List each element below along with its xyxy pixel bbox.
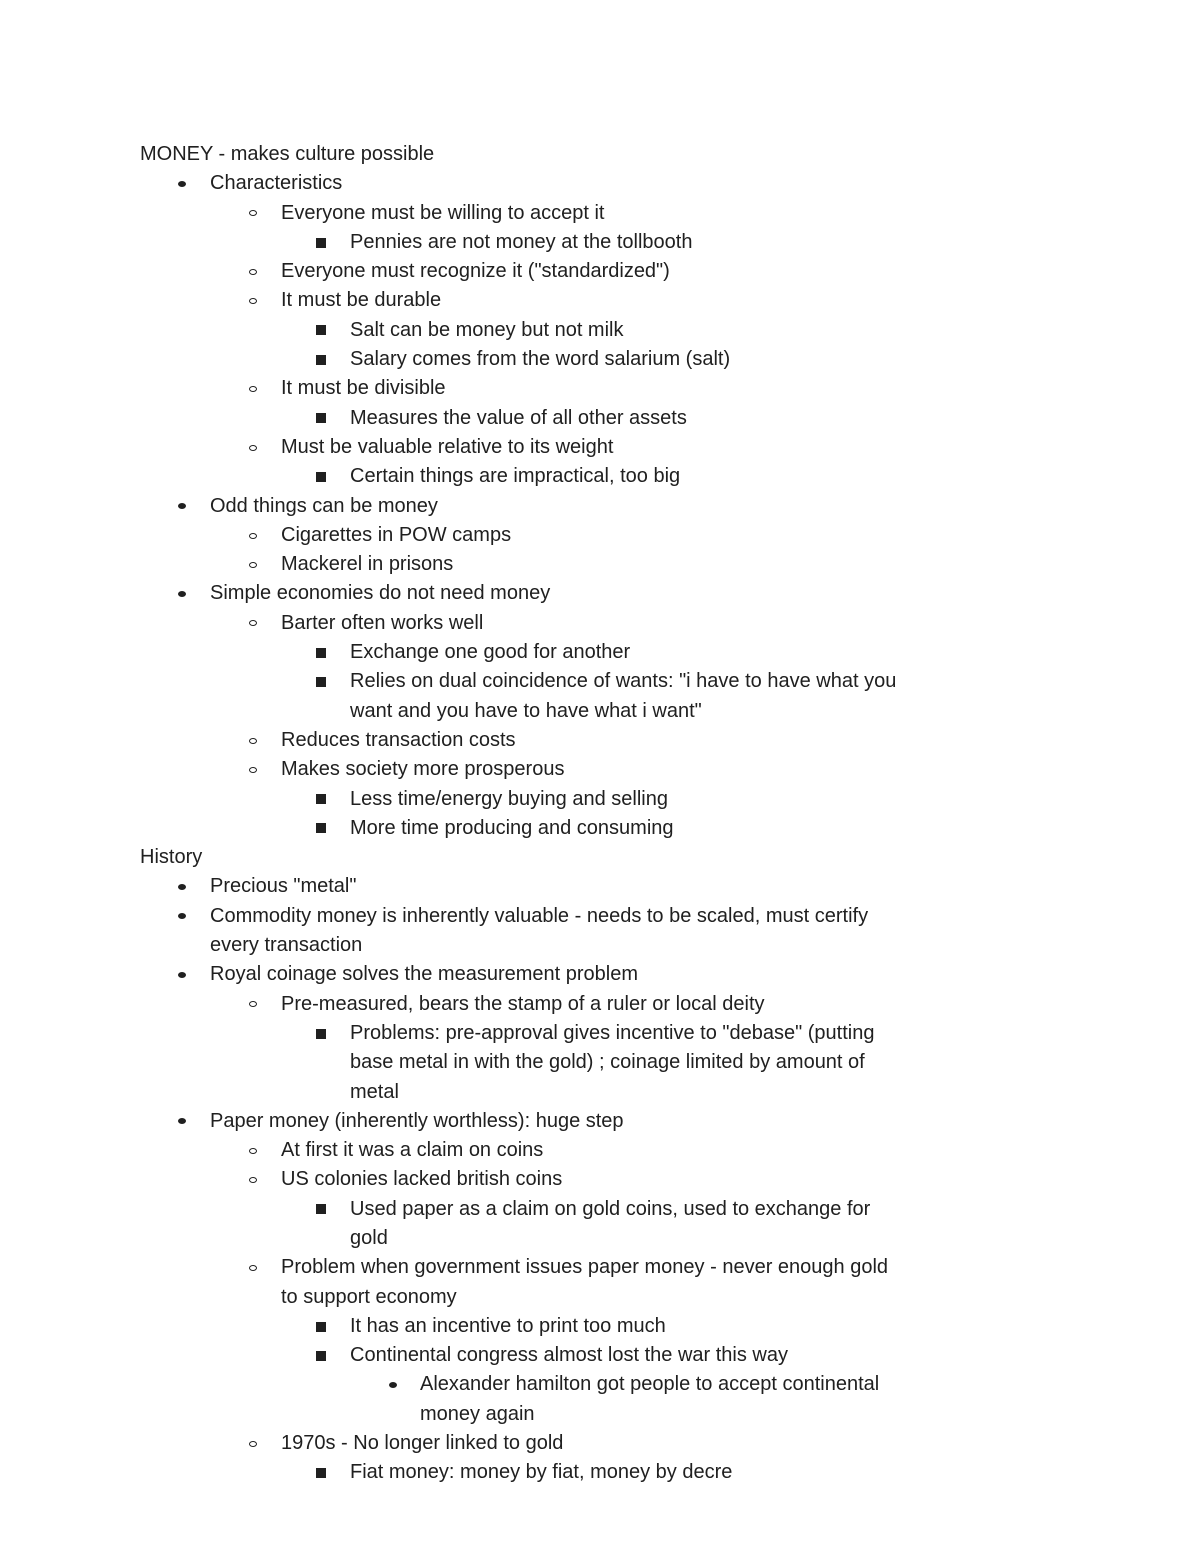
list-item-level-3 <box>140 1019 1060 1107</box>
list-item-level-3 <box>140 345 1060 374</box>
disc-bullet-icon <box>175 1107 189 1136</box>
circle-bullet-icon <box>246 990 260 1019</box>
list-item-text: Exchange one good for another <box>350 641 631 664</box>
square-bullet-icon <box>314 1458 328 1487</box>
list-item-text: Pre-measured, bears the stamp of a ruler or local deity <box>281 992 765 1015</box>
list-item-level-3 <box>140 1458 1060 1487</box>
list-item-text: Must be valuable relative to its weight <box>281 435 614 458</box>
list-item-level-2 <box>140 374 1060 403</box>
list-item-text: Commodity money is inherently valuable - needs to be scaled, must certify every transaction <box>210 904 869 957</box>
circle-bullet-icon <box>246 726 260 755</box>
circle-bullet-icon <box>246 374 260 403</box>
list-item-level-2 <box>140 199 1060 228</box>
list-item-level-3 <box>140 316 1060 345</box>
list-item-text: Pennies are not money at the tollbooth <box>350 230 693 253</box>
list-item-text: Cigarettes in POW camps <box>281 523 512 546</box>
section-heading <box>140 843 1060 872</box>
list-item-text: Barter often works well <box>281 611 484 634</box>
square-bullet-icon <box>314 462 328 491</box>
list-item-text: 1970s - No longer linked to gold <box>281 1432 564 1455</box>
list-item-text: Salary comes from the word salarium (salt) <box>350 348 731 371</box>
list-item-level-3 <box>140 404 1060 433</box>
square-bullet-icon <box>314 785 328 814</box>
list-item-text: Salt can be money but not milk <box>350 318 624 341</box>
list-item-level-4 <box>140 1370 1060 1429</box>
list-item-level-3 <box>140 814 1060 843</box>
list-item-level-2 <box>140 286 1060 315</box>
list-item-level-2 <box>140 550 1060 579</box>
square-bullet-icon <box>314 814 328 843</box>
list-item-text: Fiat money: money by fiat, money by decre <box>350 1461 733 1484</box>
square-bullet-icon <box>314 638 328 667</box>
list-item-level-1 <box>140 169 1060 198</box>
square-bullet-icon <box>314 228 328 257</box>
list-item-level-3 <box>140 1195 1060 1254</box>
list-item-level-1 <box>140 492 1060 521</box>
list-item-level-3 <box>140 1341 1060 1370</box>
square-bullet-icon <box>314 404 328 433</box>
list-item-text: History <box>140 846 203 869</box>
circle-bullet-icon <box>246 1429 260 1458</box>
list-item-text: More time producing and consuming <box>350 816 674 839</box>
circle-bullet-icon <box>246 550 260 579</box>
circle-bullet-icon <box>246 755 260 784</box>
list-item-level-3 <box>140 638 1060 667</box>
list-item-level-2 <box>140 1253 1060 1312</box>
square-bullet-icon <box>314 1312 328 1341</box>
list-item-text: At first it was a claim on coins <box>281 1139 544 1162</box>
list-item-text: Used paper as a claim on gold coins, used to exchange for gold <box>350 1197 871 1249</box>
list-item-text: Mackerel in prisons <box>281 553 454 576</box>
list-item-level-3 <box>140 667 1060 726</box>
list-item-text: Problems: pre-approval gives incentive to "debase" (putting base metal in with the gold) ; coinage limited by amount of metal <box>350 1021 875 1103</box>
list-item-level-1 <box>140 902 1060 961</box>
list-item-level-2 <box>140 755 1060 784</box>
list-item-text: MONEY - makes culture possible <box>140 143 435 165</box>
disc-bullet-icon <box>175 492 189 521</box>
disc-bullet-icon <box>175 872 189 901</box>
list-item-text: Reduces transaction costs <box>281 728 516 751</box>
disc-bullet-icon <box>175 169 189 198</box>
list-item-level-2 <box>140 726 1060 755</box>
list-item-text: Characteristics <box>210 172 343 195</box>
list-item-text: Continental congress almost lost the war this way <box>350 1344 788 1367</box>
list-item-level-2 <box>140 1429 1060 1458</box>
square-bullet-icon <box>314 1195 328 1224</box>
list-item-level-2 <box>140 609 1060 638</box>
list-item-text: Everyone must recognize it ("standardized") <box>281 260 670 283</box>
list-item-text: Everyone must be willing to accept it <box>281 201 605 224</box>
list-item-level-3 <box>140 228 1060 257</box>
list-item-text: Certain things are impractical, too big <box>350 465 681 488</box>
document-body <box>140 140 1060 1488</box>
circle-bullet-icon <box>246 1136 260 1165</box>
circle-bullet-icon <box>246 1253 260 1282</box>
list-item-level-2 <box>140 433 1060 462</box>
list-item-level-2 <box>140 1136 1060 1165</box>
circle-bullet-icon <box>246 433 260 462</box>
list-item-level-1 <box>140 1107 1060 1136</box>
list-item-text: Problem when government issues paper money - never enough gold to support economy <box>281 1256 889 1308</box>
list-item-level-1 <box>140 579 1060 608</box>
list-item-text: Makes society more prosperous <box>281 758 565 781</box>
list-item-level-3 <box>140 1312 1060 1341</box>
list-item-text: It must be durable <box>281 289 442 312</box>
section-heading <box>140 140 1060 169</box>
list-item-level-2 <box>140 257 1060 286</box>
list-item-level-2 <box>140 1165 1060 1194</box>
disc-bullet-icon <box>386 1370 400 1399</box>
list-item-text: Odd things can be money <box>210 494 438 517</box>
square-bullet-icon <box>314 667 328 696</box>
square-bullet-icon <box>314 345 328 374</box>
list-item-level-3 <box>140 462 1060 491</box>
list-item-text: Simple economies do not need money <box>210 582 551 605</box>
list-item-text: Paper money (inherently worthless): huge step <box>210 1109 624 1132</box>
list-item-text: Royal coinage solves the measurement problem <box>210 963 638 986</box>
list-item-text: Precious "metal" <box>210 875 357 898</box>
square-bullet-icon <box>314 1019 328 1048</box>
list-item-text: Less time/energy buying and selling <box>350 787 668 810</box>
list-item-level-2 <box>140 521 1060 550</box>
circle-bullet-icon <box>246 521 260 550</box>
list-item-text: US colonies lacked british coins <box>281 1168 563 1191</box>
list-item-text: Measures the value of all other assets <box>350 406 687 429</box>
disc-bullet-icon <box>175 902 189 931</box>
circle-bullet-icon <box>246 286 260 315</box>
list-item-text: Alexander hamilton got people to accept continental money again <box>420 1373 880 1425</box>
list-item-text: It must be divisible <box>281 377 446 400</box>
square-bullet-icon <box>314 1341 328 1370</box>
disc-bullet-icon <box>175 960 189 989</box>
list-item-text: Relies on dual coincidence of wants: "i have to have what you want and you have to have what i want" <box>350 670 897 722</box>
list-item-level-3 <box>140 785 1060 814</box>
circle-bullet-icon <box>246 257 260 286</box>
list-item-text: It has an incentive to print too much <box>350 1314 666 1337</box>
list-item-level-1 <box>140 960 1060 989</box>
list-item-level-1 <box>140 872 1060 901</box>
disc-bullet-icon <box>175 579 189 608</box>
circle-bullet-icon <box>246 609 260 638</box>
circle-bullet-icon <box>246 199 260 228</box>
list-item-level-2 <box>140 990 1060 1019</box>
square-bullet-icon <box>314 316 328 345</box>
circle-bullet-icon <box>246 1165 260 1194</box>
